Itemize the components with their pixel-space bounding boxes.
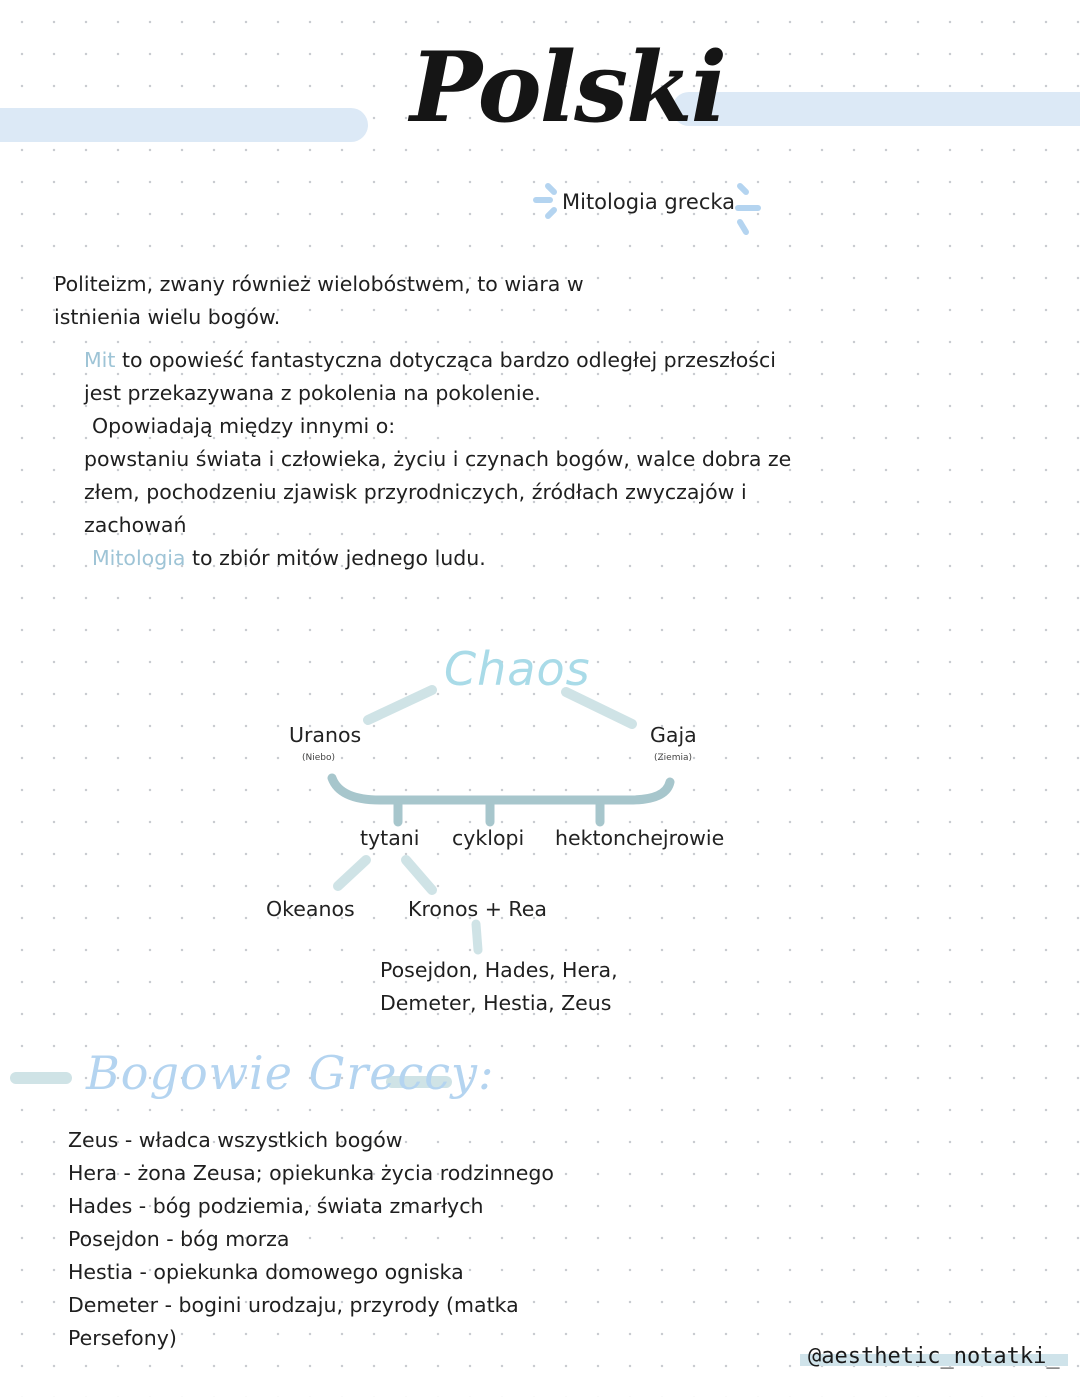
tree-node-okeanos: Okeanos [266,897,355,921]
mitologia-term: Mitologia [92,546,186,570]
god-list-item: Persefony) [68,1326,177,1350]
tree-node-kronos-rea: Kronos + Rea [408,897,547,921]
topics-line: powstaniu świata i człowieka, życiu i czynach bogów, walce dobra ze [84,447,792,471]
god-list-item: Hades - bóg podziemia, świata zmarłych [68,1194,484,1218]
mit-term: Mit [84,348,116,372]
tree-line-kronos-children [476,924,478,950]
tree-node-gaja: Gaja [650,723,697,747]
tree-node-tytani: tytani [360,826,420,850]
mit-definition-line2: jest przekazywana z pokolenia na pokolenie. [84,381,541,405]
intro-line: istnienia wielu bogów. [54,305,281,329]
god-list-item: Zeus - władca wszystkich bogów [68,1128,403,1152]
tree-line-chaos-uranos [368,690,432,720]
author-handle: @aesthetic_notatki_ [800,1344,1068,1369]
intro-line: Politeizm, zwany również wielobóstwem, to wiara w [54,272,584,296]
tree-brace [332,778,670,800]
children-line: Posejdon, Hades, Hera, [380,958,618,982]
god-list-item: Hestia - opiekunka domowego ogniska [68,1260,464,1284]
mit-definition-text: to opowieść fantastyczna dotycząca bardzo odległej przeszłości [115,348,776,372]
tree-node-cyklopi: cyklopi [452,826,525,850]
tree-line-chaos-gaja [566,692,632,724]
tree-node-hekatonchejrowie: hektonchejrowie [555,826,725,850]
subtitle: Mitologia grecka [562,190,736,214]
tree-note-gaja: (Ziemia) [654,753,693,763]
tree-node-children [380,954,618,1020]
tree-root-chaos: Chaos [444,642,591,696]
opowiadaja-line: Opowiadają między innymi o: [92,414,396,438]
page-title: Polski [410,31,726,144]
tree-node-uranos: Uranos [289,723,362,747]
children-line: Demeter, Hestia, Zeus [380,991,612,1015]
god-list-item: Posejdon - bóg morza [68,1227,290,1251]
god-list-item: Hera - żona Zeusa; opiekunka życia rodzinnego [68,1161,554,1185]
mitologia-definition-text: to zbiór mitów jednego ludu. [185,546,486,570]
tree-line-tytani-kronos [406,860,432,890]
god-list-item: Demeter - bogini urodzaju, przyrody (matka [68,1293,519,1317]
topics-line: zachowań [84,513,187,537]
topics-line: złem, pochodzeniu zjawisk przyrodniczych, źródłach zwyczajów i [84,480,747,504]
tree-note-uranos: (Niebo) [302,753,336,763]
tree-line-tytani-okeanos [338,860,366,886]
section-title: Bogowie Greccy: [86,1046,495,1100]
